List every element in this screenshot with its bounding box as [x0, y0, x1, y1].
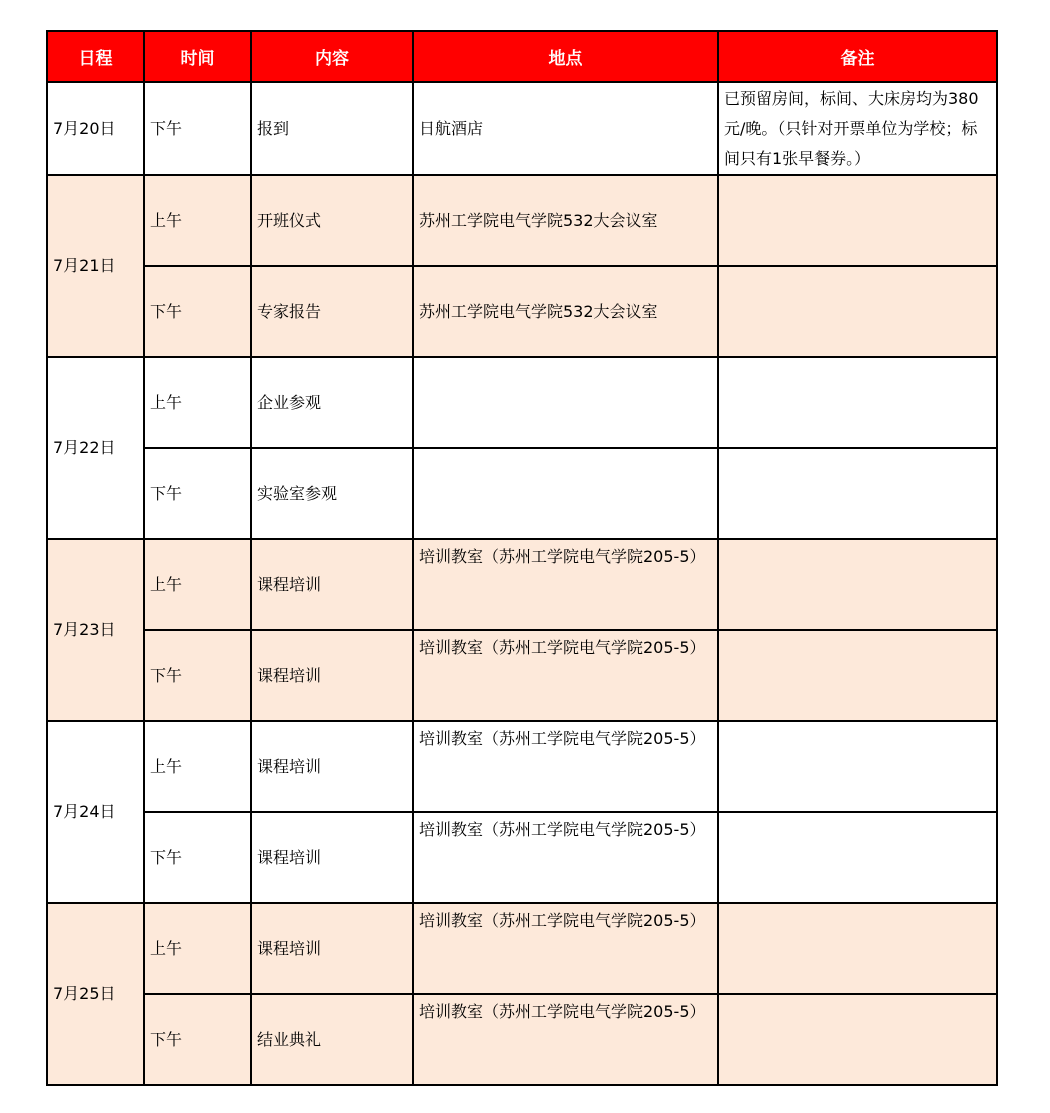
table-row — [47, 539, 997, 630]
table-row — [47, 357, 997, 448]
location-cell: 培训教室（苏州工学院电气学院205-5） — [413, 721, 718, 812]
table-row — [47, 82, 997, 175]
content-cell: 结业典礼 — [251, 994, 413, 1085]
schedule-table — [46, 30, 998, 1086]
location-cell: 培训教室（苏州工学院电气学院205-5） — [413, 994, 718, 1085]
table-row — [47, 812, 997, 903]
content-cell: 课程培训 — [251, 812, 413, 903]
header-row — [47, 31, 997, 82]
table-row — [47, 448, 997, 539]
time-cell: 上午 — [144, 903, 251, 994]
date-cell: 7月22日 — [47, 357, 144, 539]
content-cell: 课程培训 — [251, 539, 413, 630]
remarks-cell — [718, 903, 997, 994]
remarks-cell — [718, 630, 997, 721]
time-cell: 下午 — [144, 266, 251, 357]
location-cell: 培训教室（苏州工学院电气学院205-5） — [413, 539, 718, 630]
content-cell: 课程培训 — [251, 721, 413, 812]
remarks-cell — [718, 175, 997, 266]
content-cell: 开班仪式 — [251, 175, 413, 266]
table-row — [47, 630, 997, 721]
time-cell: 上午 — [144, 357, 251, 448]
time-cell: 下午 — [144, 448, 251, 539]
table-row — [47, 266, 997, 357]
location-cell — [413, 357, 718, 448]
table-row — [47, 903, 997, 994]
remarks-cell — [718, 448, 997, 539]
remarks-cell — [718, 539, 997, 630]
table-row — [47, 175, 997, 266]
content-cell: 报到 — [251, 82, 413, 175]
time-cell: 下午 — [144, 82, 251, 175]
location-cell: 苏州工学院电气学院532大会议室 — [413, 175, 718, 266]
location-cell: 培训教室（苏州工学院电气学院205-5） — [413, 812, 718, 903]
header-content: 内容 — [251, 31, 413, 82]
remarks-cell — [718, 266, 997, 357]
content-cell: 课程培训 — [251, 630, 413, 721]
time-cell: 上午 — [144, 539, 251, 630]
date-cell: 7月23日 — [47, 539, 144, 721]
time-cell: 下午 — [144, 994, 251, 1085]
time-cell: 下午 — [144, 812, 251, 903]
remarks-cell — [718, 812, 997, 903]
time-cell: 下午 — [144, 630, 251, 721]
time-cell: 上午 — [144, 175, 251, 266]
content-cell: 企业参观 — [251, 357, 413, 448]
remarks-cell — [718, 721, 997, 812]
content-cell: 实验室参观 — [251, 448, 413, 539]
date-cell: 7月25日 — [47, 903, 144, 1085]
header-location: 地点 — [413, 31, 718, 82]
date-cell: 7月24日 — [47, 721, 144, 903]
location-cell: 培训教室（苏州工学院电气学院205-5） — [413, 630, 718, 721]
table-row — [47, 721, 997, 812]
location-cell: 培训教室（苏州工学院电气学院205-5） — [413, 903, 718, 994]
time-cell: 上午 — [144, 721, 251, 812]
remarks-cell: 已预留房间，标间、大床房均为380元/晚。（只针对开票单位为学校；标间只有1张早餐券。） — [718, 82, 997, 175]
content-cell: 课程培训 — [251, 903, 413, 994]
location-cell — [413, 448, 718, 539]
location-cell: 日航酒店 — [413, 82, 718, 175]
date-cell: 7月21日 — [47, 175, 144, 357]
date-cell: 7月20日 — [47, 82, 144, 175]
remarks-cell — [718, 994, 997, 1085]
remarks-cell — [718, 357, 997, 448]
header-time: 时间 — [144, 31, 251, 82]
location-cell: 苏州工学院电气学院532大会议室 — [413, 266, 718, 357]
header-date: 日程 — [47, 31, 144, 82]
table-row — [47, 994, 997, 1085]
header-remarks: 备注 — [718, 31, 997, 82]
content-cell: 专家报告 — [251, 266, 413, 357]
